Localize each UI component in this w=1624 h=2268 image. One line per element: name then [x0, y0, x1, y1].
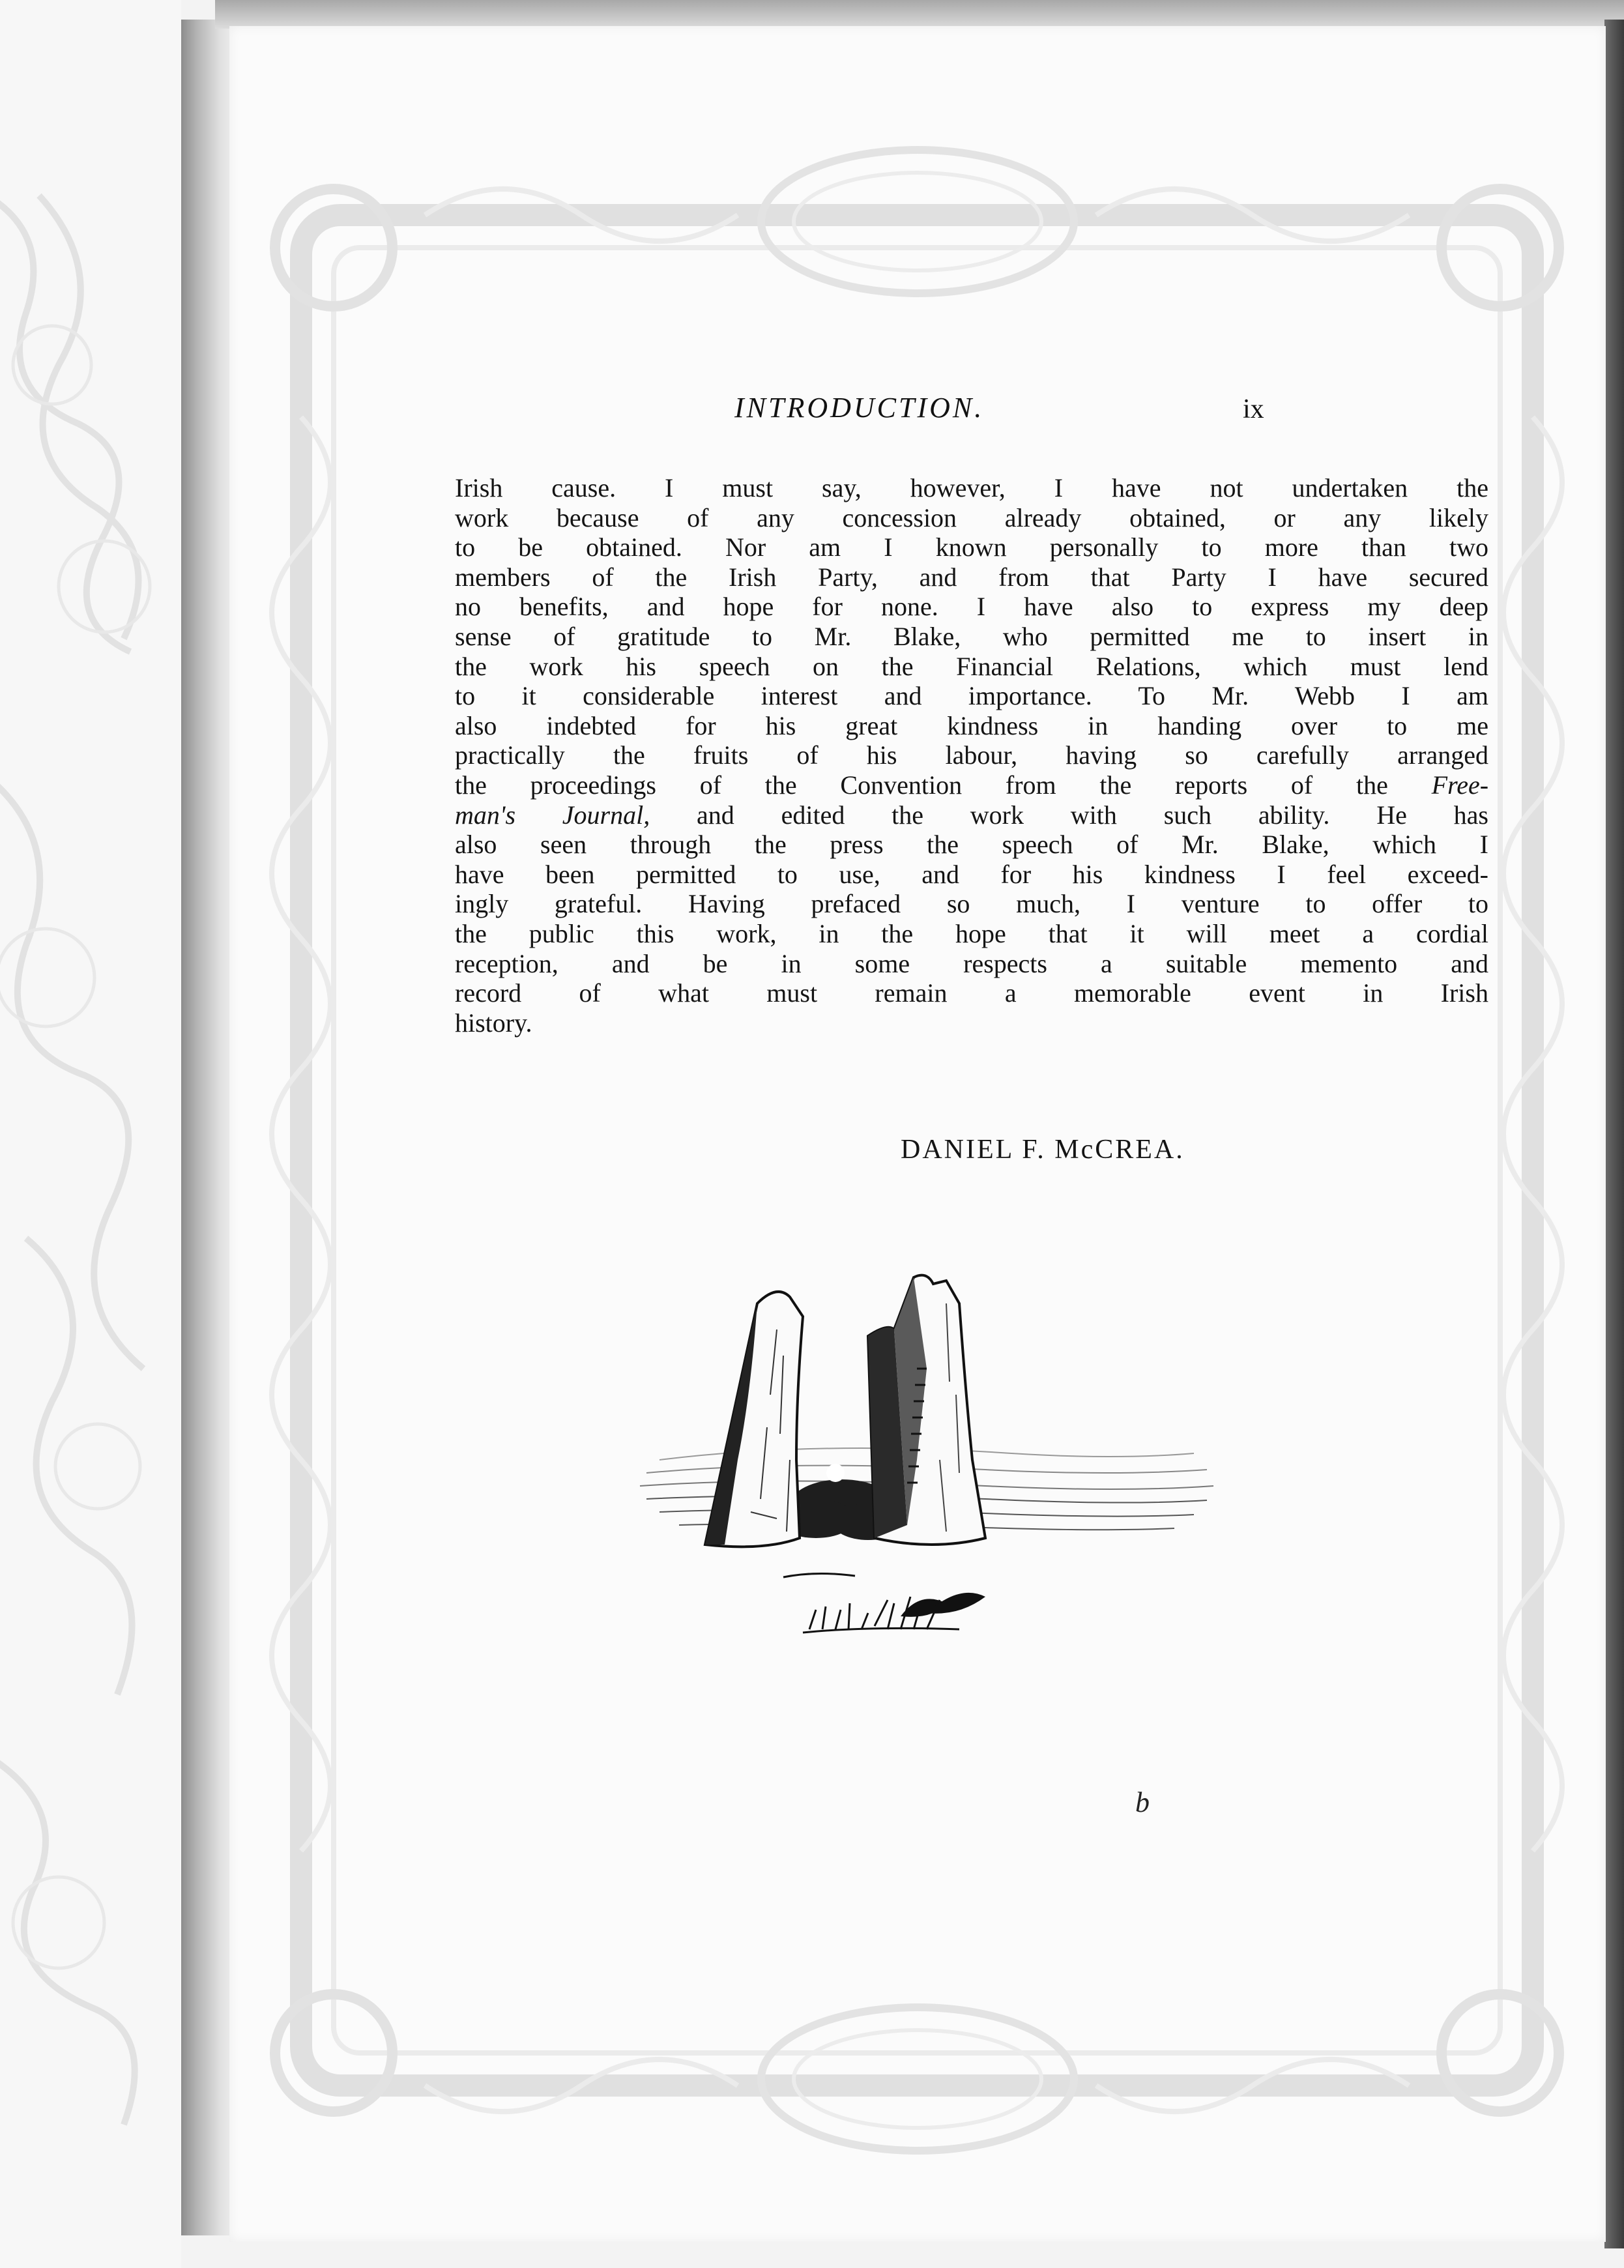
text-line: to it considerable interest and importance. To Mr. Webb I am — [455, 681, 1488, 711]
text-line: practically the fruits of his labour, having so carefully arranged — [455, 740, 1488, 770]
right-page-edge — [1604, 20, 1624, 2248]
printer-signature-mark: b — [1135, 1786, 1150, 1818]
text-line: also indebted for his great kindness in handing over to me — [455, 710, 1488, 740]
top-page-edge — [215, 0, 1624, 29]
text-line: the work his speech on the Financial Relations, which must lend — [455, 651, 1488, 681]
text-line: reception, and be in some respects a suitable memento and — [455, 948, 1488, 978]
facing-page — [0, 0, 181, 2268]
text-line: ingly grateful. Having prefaced so much, I venture to offer to — [455, 889, 1488, 919]
author-signature: DANIEL F. McCREA. — [901, 1135, 1185, 1165]
text-line — [455, 800, 1488, 830]
text-line: also seen through the press the speech of Mr. Blake, which I — [455, 830, 1488, 860]
text-line: Irish cause. I must say, however, I have not undertaken the — [455, 473, 1488, 502]
text-line: have been permitted to use, and for his kindness I feel exceed- — [455, 859, 1488, 889]
text-segment: the proceedings of the Convention from the reports of the — [455, 770, 1388, 800]
text-line: record of what must remain a memorable event in Irish — [455, 978, 1488, 1008]
page-gutter — [181, 20, 233, 2235]
chapter-title: INTRODUCTION. — [734, 392, 985, 424]
italic-text: man's Journal, — [455, 800, 650, 830]
text-line: members of the Irish Party, and from that Party I have secured — [455, 562, 1488, 592]
text-line: sense of gratitude to Mr. Blake, who permitted me to insert in — [455, 621, 1488, 651]
italic-text: Free- — [1431, 770, 1489, 800]
body-paragraph — [455, 473, 1488, 1038]
text-line: work because of any concession already obtained, or any likely — [455, 502, 1488, 532]
text-line: history. — [455, 1008, 532, 1038]
running-head — [229, 391, 1606, 437]
text-line — [455, 770, 1488, 800]
facing-page-ornament — [0, 0, 181, 2268]
text-segment: and edited the work with such ability. He has — [650, 800, 1488, 830]
text-line: to be obtained. Nor am I known personally to more than two — [455, 532, 1488, 562]
standing-stones-illustration — [620, 1264, 1246, 1668]
text-line: the public this work, in the hope that it will meet a cordial — [455, 918, 1488, 948]
text-line: no benefits, and hope for none. I have also to express my deep — [455, 592, 1488, 622]
page-number: ix — [1243, 394, 1264, 424]
book-page — [229, 26, 1606, 2242]
